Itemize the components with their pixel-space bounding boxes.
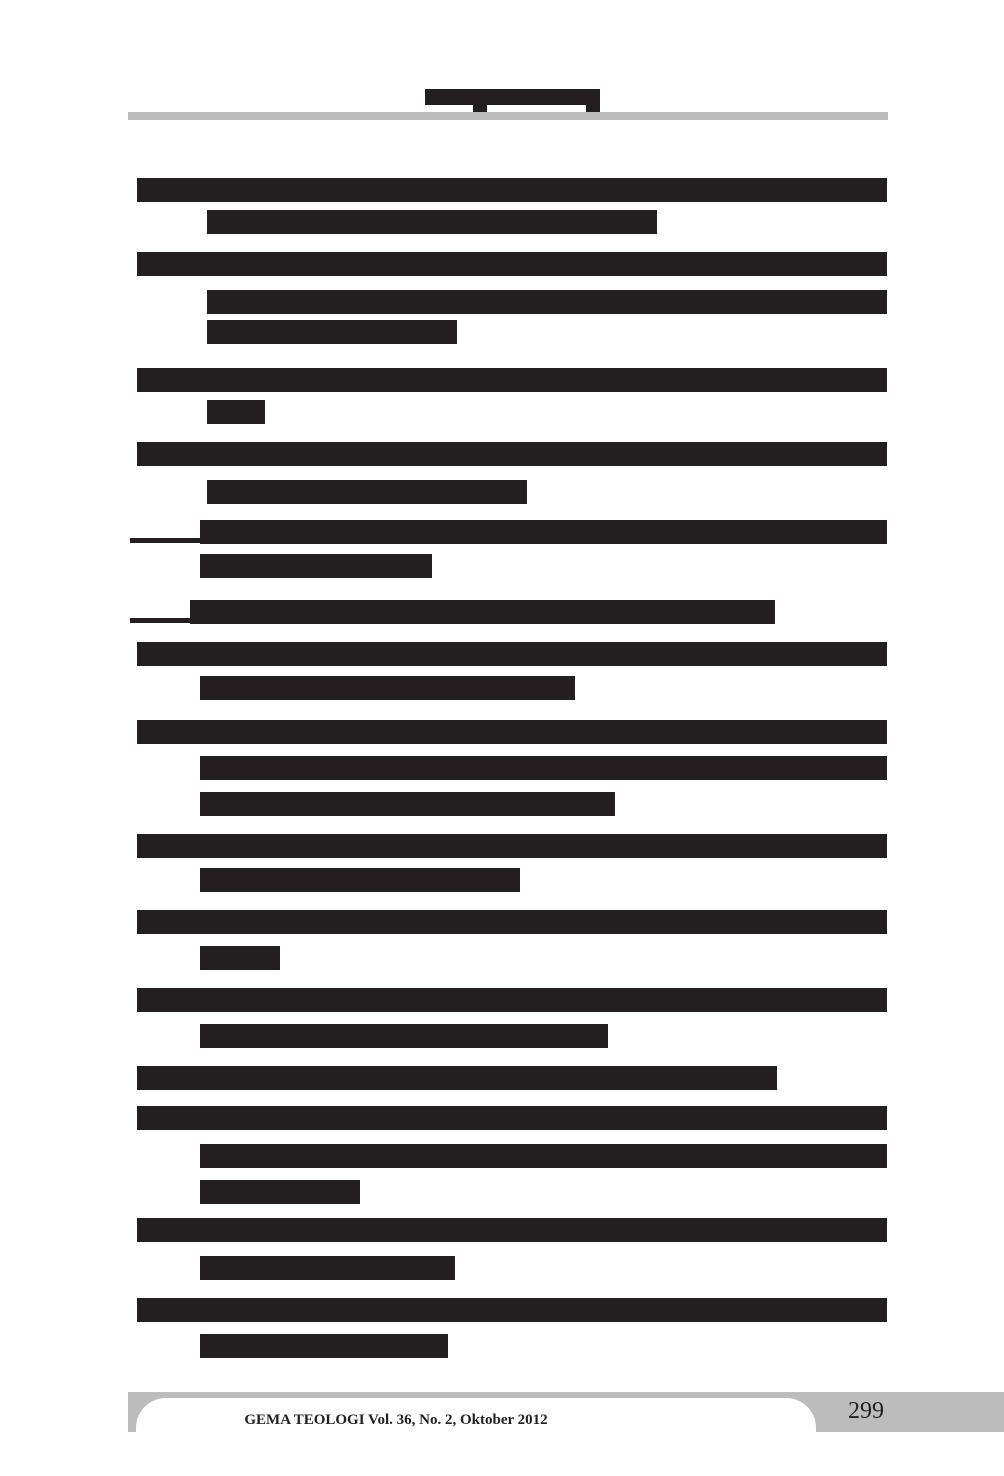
entry-line-redacted bbox=[137, 442, 887, 466]
journal-citation: GEMA TEOLOGI Vol. 36, No. 2, Oktober 2012 bbox=[244, 1412, 548, 1428]
entry-line-redacted bbox=[200, 1256, 455, 1280]
entry-line-redacted bbox=[137, 910, 887, 934]
entry-line-redacted bbox=[137, 178, 887, 202]
entry-line-redacted bbox=[207, 320, 457, 344]
entry-line-redacted bbox=[137, 642, 887, 666]
entry-line-redacted bbox=[207, 210, 657, 234]
entry-line-redacted bbox=[137, 1106, 887, 1130]
entry-line-redacted bbox=[200, 756, 887, 780]
entry-line-redacted bbox=[137, 368, 887, 392]
entry-line-redacted bbox=[200, 1024, 608, 1048]
entry-line-redacted bbox=[200, 868, 520, 892]
running-head-redacted bbox=[425, 89, 600, 105]
ditto-author-dash bbox=[130, 538, 200, 543]
entry-line-redacted bbox=[137, 1066, 777, 1090]
entry-line-redacted bbox=[200, 1334, 448, 1358]
entry-line-redacted bbox=[207, 290, 887, 314]
entry-line-redacted bbox=[137, 252, 887, 276]
entry-line-redacted bbox=[207, 480, 527, 504]
entry-line-redacted bbox=[137, 1218, 887, 1242]
page-number: 299 bbox=[848, 1398, 884, 1424]
entry-line-redacted bbox=[137, 988, 887, 1012]
entry-line-redacted bbox=[200, 554, 432, 578]
entry-line-redacted bbox=[137, 1298, 887, 1322]
entry-line-redacted bbox=[200, 1180, 360, 1204]
entry-line-redacted bbox=[137, 834, 887, 858]
entry-line-redacted bbox=[200, 1144, 887, 1168]
entry-line-redacted bbox=[190, 600, 775, 624]
entry-line-redacted bbox=[137, 720, 887, 744]
header-rule bbox=[128, 112, 888, 120]
entry-line-redacted bbox=[200, 946, 280, 970]
entry-line-redacted bbox=[207, 400, 265, 424]
entry-line-redacted bbox=[200, 520, 887, 544]
entry-line-redacted bbox=[200, 792, 615, 816]
entry-line-redacted bbox=[200, 676, 575, 700]
